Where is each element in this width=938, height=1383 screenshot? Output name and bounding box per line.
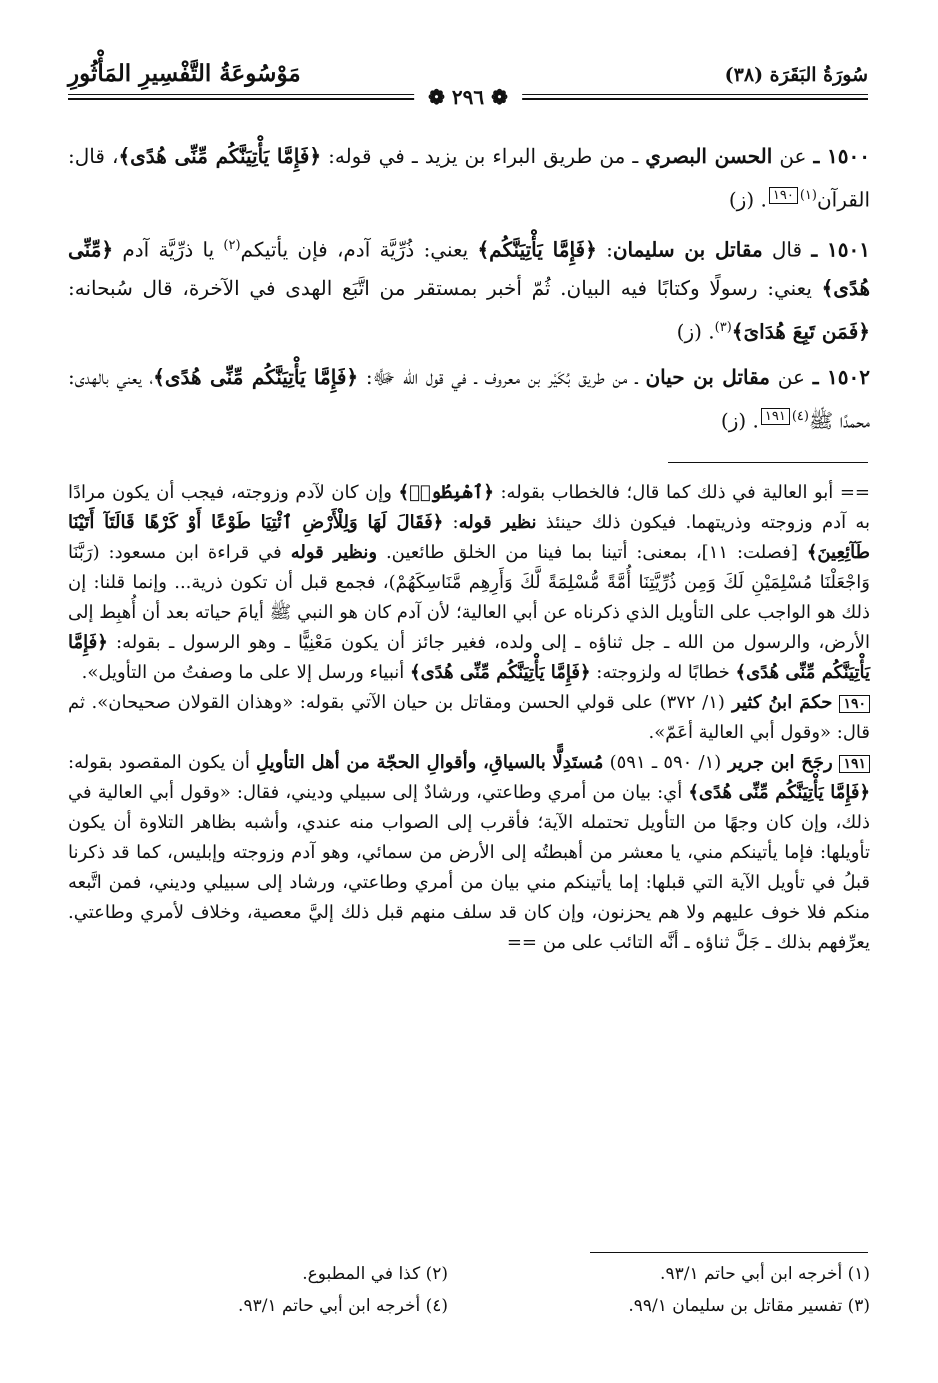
quran-quote: ﴿فَمَن تَبِعَ هُدَاىَ﴾ xyxy=(731,319,870,344)
footnote-marker: (١) xyxy=(799,188,817,203)
narrator-name: الحسن البصري xyxy=(645,144,773,168)
note-191 xyxy=(68,748,870,958)
note-reference: ١٩١ xyxy=(761,408,790,425)
narration-number: ١٥٠١ ـ xyxy=(811,237,870,262)
text: (١/ ٥٩٠ ـ ٥٩١) xyxy=(603,752,722,773)
note-number-box: ١٩٠ xyxy=(839,695,870,713)
note-number-box: ١٩١ xyxy=(839,755,870,773)
footnotes-right-column xyxy=(628,1258,870,1322)
surah-title: سُورَةُ البَقَرَة (٣٨) xyxy=(724,64,868,86)
text: ، يعني بالهدى: محمدًا ﷺ xyxy=(68,364,870,433)
text: أنبياء ورسل إلا على ما وصفتُ من التأويل». xyxy=(81,662,411,683)
quran-quote: ﴿فَإِمَّا يَأْتِيَنَّكُم مِّنِّى هُدًى﴾ xyxy=(688,782,870,803)
text: يا ذرِّيَّة آدم xyxy=(113,237,224,262)
text: ، قال: القرآن xyxy=(68,144,870,212)
page-number: ❁ ٢٩٦ ❁ xyxy=(414,85,522,109)
quran-quote: ﴿مِّنِّى هُدًى﴾ xyxy=(68,237,870,301)
narration-1502 xyxy=(68,358,870,441)
text: (١/ ٣٧٢) على قولي الحسن ومقاتل بن حيان الآتي بقوله: «وهذان القولان صحيحان». ثم قال: «وقول أبي العالية أعَمّ». xyxy=(68,692,870,743)
narration-1501 xyxy=(68,226,870,352)
bold-phrase: نظير قوله xyxy=(458,512,537,533)
footnote-marker: (٣) xyxy=(714,320,732,336)
bold-phrase: ونظير قوله xyxy=(290,542,378,563)
book-title: مَوْسُوعَةُ التَّفْسِيرِ المَأْثُورِ xyxy=(68,60,301,87)
text: [فصلت: ١١]، بمعنى: أتينا بما فينا من الخلق طائعين. xyxy=(377,542,807,563)
note-190 xyxy=(68,688,870,748)
main-text xyxy=(68,137,870,447)
quran-quote: ﴿فَإِمَّا يَأْتِيَنَّكُم مِّنِّى هُدًى﴾ xyxy=(410,662,591,683)
quran-quote: ﴿فَقَالَ لَهَا وَلِلْأَرْضِ ٱئْتِيَا طَوْعًا أَوْ كَرْهًا قَالَتَآ أَتَيْنَا طَآئِعِينَ﴾ xyxy=(68,512,870,563)
text: . (ز) xyxy=(676,319,715,344)
footnote-3: (٣) تفسير مقاتل بن سليمان ٩٩/١. xyxy=(628,1296,870,1316)
page-header xyxy=(68,58,868,116)
text: يعني: رسولًا وكتابًا فيه البيان. ثُمّ أخبر بمستقر من اتَّبَع الهدى في الآخرة، قال سُبحانه: xyxy=(68,276,822,301)
footnote-marker: (٢) xyxy=(223,237,241,253)
text: . (ز) xyxy=(728,187,767,212)
bold-phrase: حكمَ ابنُ كثير xyxy=(724,692,840,713)
text: قال xyxy=(762,237,812,262)
narration-number: ١٥٠٢ ـ xyxy=(812,364,871,389)
text: خطابًا له ولزوجته: xyxy=(590,662,736,683)
bold-phrase: مُستَدِلًّا بالسياقِ، وأقوالِ الحجّة من أهل التأويلِ xyxy=(256,752,604,773)
quran-quote: ﴿فَإِمَّا يَأْتِيَنَّكُم مِّنِّى هُدًى﴾ xyxy=(68,632,870,683)
narrator-name: مقاتل بن حيان xyxy=(645,364,770,389)
text: : xyxy=(443,512,459,533)
text: ـ من طريق بُكَيْر بن معروف ـ في قول الله ﷻ: xyxy=(358,364,646,389)
quran-quote: ﴿فَإِمَّا يَأْتِيَنَّكُم مِّنِّى هُدًى﴾ xyxy=(118,144,322,168)
quran-quote: ﴿فَإِمَّا يَأْتِيَنَّكُم﴾ xyxy=(477,237,597,262)
footnote-4: (٤) أخرجه ابن أبي حاتم ٩٣/١. xyxy=(238,1296,448,1316)
bold-phrase: رجَحَ ابن جرير xyxy=(721,752,840,773)
text: وإن كان لآدم وزوجته، فيجب أن يكون مرادًا به آدم وزوجته وذريتهما. فيكون ذلك حينئذ xyxy=(68,482,870,533)
notes-separator xyxy=(668,462,868,463)
text: في قراءة ابن مسعود: (رَبَّنَا وَاجْعَلْنَا مُسْلِمَيْنِ لَكَ وَمِن ذُرِّيَّتِنَا أُمَّةً مُّسْلِمَةً لَّكَ وَأَرِهِم مَّنَاسِكَهُمْ)، فجمع قبل أن تكون ذرية... وإنما قلنا: إن ذلك هو الواجب على التأويل الذي ذكرناه عن أبي العالية؛ لأن آدم كان هو النبي ﷺ أيامَ حياته بعد أن أُهبِط إلى الأرض، والرسول من الله ـ جل ثناؤه ـ إلى ولده، فغير جائز أن يكون مَعْنِيًّا ـ وهو الرسول ـ بقوله: xyxy=(68,542,871,653)
narration-1500 xyxy=(68,137,870,220)
footnote-1: (١) أخرجه ابن أبي حاتم ٩٣/١. xyxy=(660,1264,870,1284)
text: عن xyxy=(769,364,813,389)
text: أن يكون المقصود بقوله: xyxy=(68,752,257,773)
commentary-notes xyxy=(68,478,870,958)
text: أي: بيان من أمري وطاعتي، ورشادٌ إلى سبيلي وديني، فقال: «وقول أبي العالية في ذلك، وإن كان وجهًا من التأويل تحتمله الآية؛ فأقرب إلى الصواب منه عندي، وأشبه بظاهر التلاوة أن يكون تأويلها: فإما يأتينكم مني، يا معشر من أهبطتُه إلى الأرض من سمائي، وهو آدم وزوجته وإبليس، كما قد ذكرنا قبلُ في تأويل الآية التي قبلها: إما يأتينكم مني بيان من أمري وطاعتي، ورشاد إلى سبيلي وديني، فمن اتَّبعه منكم فلا خوف عليهم ولا هم يحزنون، وإن كان قد سلف منهم قبل ذلك إليَّ معصية، وخلاف لأمري وطاعتي. يعرِّفهم بذلك ـ جَلَّ ثناؤه ـ أنَّه التائب على من == xyxy=(68,782,870,953)
text: عن xyxy=(772,144,814,168)
text: يعني: ذُرِّيَّة آدم، فإن يأتيكم xyxy=(240,237,478,262)
note-reference: ١٩٠ xyxy=(769,187,798,204)
quran-quote: ﴿ٱهْبِطُوا۟﴾ xyxy=(398,482,494,503)
narration-number: ١٥٠٠ ـ xyxy=(813,144,871,168)
footnotes-left-column xyxy=(238,1258,448,1322)
text: == أبو العالية في ذلك كما قال؛ فالخطاب بقوله: xyxy=(493,482,870,503)
text: : xyxy=(596,237,613,262)
footnote-2: (٢) كذا في المطبوع. xyxy=(302,1264,448,1284)
narrator-name: مقاتل بن سليمان xyxy=(612,237,763,262)
footnote-marker: (٤) xyxy=(791,408,809,424)
text: ـ من طريق البراء بن يزيد ـ في قوله: xyxy=(321,144,646,168)
note-continuation xyxy=(68,478,870,688)
quran-quote: ﴿فَإِمَّا يَأْتِيَنَّكُم مِّنِّى هُدًى﴾ xyxy=(153,364,359,389)
text: . (ز) xyxy=(720,408,759,433)
footnotes-separator xyxy=(590,1252,868,1253)
